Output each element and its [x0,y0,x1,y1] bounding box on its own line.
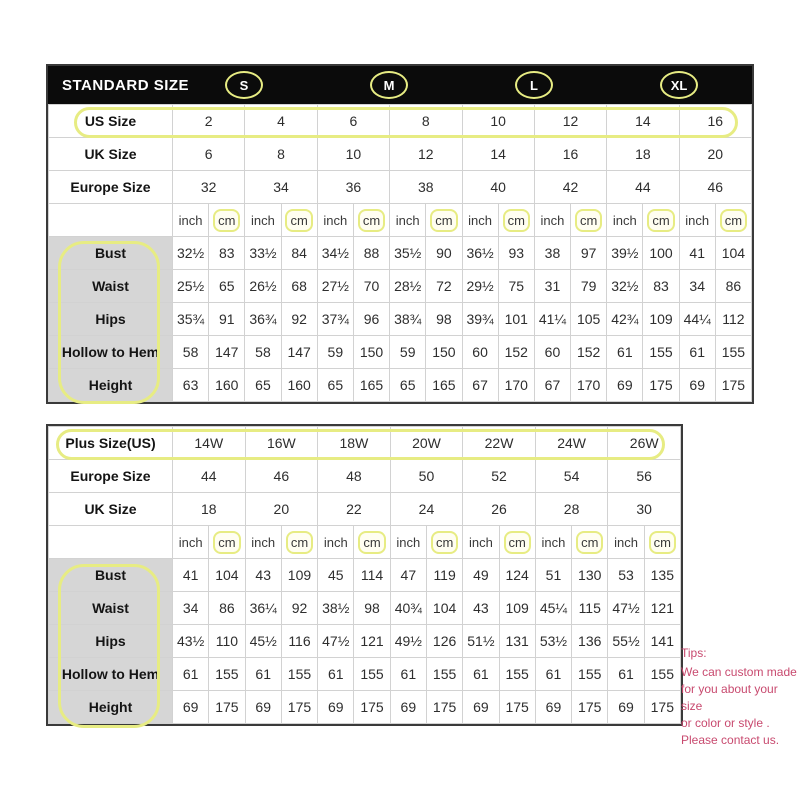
size-value-cell: 16W [245,427,318,460]
measure-value-cell: 75 [498,270,534,303]
size-value-cell: 6 [317,105,389,138]
measure-value-cell: 104 [715,237,751,270]
table-row [49,493,681,526]
measure-value-cell: 67 [462,369,498,402]
measure-value-cell: 92 [281,592,317,625]
row-label: US Size [49,105,173,138]
measure-value-cell: 155 [572,658,608,691]
size-value-cell: 42 [534,171,606,204]
measure-row-label: Waist [49,592,173,625]
measure-value-cell: 51 [535,559,571,592]
cm-highlight-box: cm [647,209,674,232]
measure-value-cell: 53½ [535,625,571,658]
size-value-cell: 24 [390,493,463,526]
size-value-cell: 44 [607,171,679,204]
size-value-cell: 8 [390,105,462,138]
measure-value-cell: 104 [209,559,245,592]
measure-value-cell: 47½ [318,625,354,658]
measure-value-cell: 175 [499,691,535,724]
size-value-cell: 20 [679,138,751,171]
measure-value-cell: 155 [715,336,751,369]
measure-value-cell: 69 [318,691,354,724]
measure-value-cell: 27½ [317,270,353,303]
table-row [49,592,681,625]
unit-row-blank-label [49,526,173,559]
measure-value-cell: 130 [572,559,608,592]
size-value-cell: 12 [390,138,462,171]
table-row [49,658,681,691]
measure-value-cell: 98 [354,592,390,625]
measure-value-cell: 43½ [173,625,209,658]
table-row [49,237,752,270]
tips-line: Please contact us. [681,733,780,748]
unit-cm-cell [644,526,680,559]
measure-value-cell: 32½ [607,270,643,303]
unit-inch-cell: inch [245,526,281,559]
measure-value-cell: 35¾ [173,303,209,336]
size-value-cell: 20W [390,427,463,460]
unit-inch-cell: inch [535,526,571,559]
measure-value-cell: 45½ [245,625,281,658]
measure-value-cell: 44¼ [679,303,715,336]
measure-row-label: Bust [49,559,173,592]
measure-row-label: Bust [49,237,173,270]
cm-highlight-box: cm [503,209,530,232]
table-row [49,559,681,592]
standard-size-table [46,64,754,404]
size-badge-l: L [515,71,553,99]
measure-value-cell: 83 [643,270,679,303]
measure-value-cell: 155 [643,336,679,369]
size-value-cell: 12 [534,105,606,138]
measure-value-cell: 69 [608,691,644,724]
row-label: UK Size [49,138,173,171]
measure-value-cell: 109 [281,559,317,592]
measure-value-cell: 55½ [608,625,644,658]
table-row [49,625,681,658]
measure-value-cell: 38 [534,237,570,270]
measure-value-cell: 67 [534,369,570,402]
table-row [49,171,752,204]
measure-value-cell: 86 [209,592,245,625]
measure-value-cell: 100 [643,237,679,270]
unit-header-row [49,526,681,559]
measure-value-cell: 61 [679,336,715,369]
table-row [49,336,752,369]
measure-value-cell: 69 [463,691,499,724]
measure-value-cell: 38¾ [390,303,426,336]
measure-value-cell: 175 [209,691,245,724]
cm-highlight-box: cm [213,209,240,232]
measure-value-cell: 38½ [318,592,354,625]
measure-value-cell: 69 [679,369,715,402]
standard-size-grid [48,104,752,402]
size-value-cell: 10 [462,105,534,138]
measure-value-cell: 136 [572,625,608,658]
measure-value-cell: 61 [245,658,281,691]
unit-inch-cell: inch [318,526,354,559]
measure-value-cell: 93 [498,237,534,270]
measure-value-cell: 121 [354,625,390,658]
measure-value-cell: 39¾ [462,303,498,336]
size-value-cell: 14W [173,427,246,460]
unit-cm-cell [353,204,389,237]
measure-value-cell: 45 [318,559,354,592]
measure-row-label: Hollow to Hem [49,336,173,369]
measure-value-cell: 70 [353,270,389,303]
size-value-cell: 20 [245,493,318,526]
measure-value-cell: 155 [644,658,680,691]
measure-value-cell: 109 [643,303,679,336]
measure-value-cell: 150 [426,336,462,369]
measure-value-cell: 147 [209,336,245,369]
cm-highlight-box: cm [358,531,385,554]
size-value-cell: 38 [390,171,462,204]
size-value-cell: 40 [462,171,534,204]
plus-size-table [46,424,683,726]
measure-value-cell: 165 [426,369,462,402]
unit-row-blank-label [49,204,173,237]
unit-cm-cell [281,204,317,237]
measure-row-label: Height [49,691,173,724]
measure-value-cell: 35½ [390,237,426,270]
measure-value-cell: 105 [571,303,607,336]
measure-value-cell: 155 [354,658,390,691]
cm-highlight-box: cm [285,209,312,232]
cm-highlight-box: cm [358,209,385,232]
size-value-cell: 44 [173,460,246,493]
measure-value-cell: 155 [426,658,462,691]
size-value-cell: 18 [173,493,246,526]
measure-value-cell: 61 [463,658,499,691]
size-value-cell: 14 [607,105,679,138]
measure-value-cell: 37¾ [317,303,353,336]
cm-highlight-box: cm [286,531,313,554]
measure-value-cell: 124 [499,559,535,592]
measure-value-cell: 141 [644,625,680,658]
measure-value-cell: 61 [607,336,643,369]
tips-title: Tips: [681,646,707,660]
measure-value-cell: 175 [715,369,751,402]
unit-cm-cell [209,526,245,559]
size-value-cell: 18W [318,427,391,460]
table-row [49,427,681,460]
row-label: Plus Size(US) [49,427,173,460]
unit-inch-cell: inch [173,526,209,559]
table-row [49,138,752,171]
unit-inch-cell: inch [463,526,499,559]
measure-value-cell: 150 [353,336,389,369]
tips-line: or color or style . [681,716,770,731]
measure-value-cell: 116 [281,625,317,658]
measure-value-cell: 175 [354,691,390,724]
measure-value-cell: 25½ [173,270,209,303]
measure-value-cell: 59 [390,336,426,369]
unit-inch-cell: inch [607,204,643,237]
measure-value-cell: 34 [679,270,715,303]
measure-value-cell: 170 [571,369,607,402]
measure-value-cell: 65 [390,369,426,402]
size-value-cell: 26W [608,427,681,460]
measure-value-cell: 69 [535,691,571,724]
plus-size-grid [48,426,681,724]
measure-value-cell: 104 [426,592,462,625]
unit-inch-cell: inch [608,526,644,559]
measure-row-label: Hips [49,303,173,336]
standard-size-title: STANDARD SIZE [62,76,190,94]
measure-value-cell: 119 [426,559,462,592]
measure-value-cell: 58 [245,336,281,369]
measure-value-cell: 31 [534,270,570,303]
size-value-cell: 54 [535,460,608,493]
measure-value-cell: 51½ [463,625,499,658]
size-value-cell: 52 [463,460,536,493]
measure-value-cell: 61 [318,658,354,691]
unit-cm-cell [426,204,462,237]
cm-highlight-box: cm [649,531,676,554]
measure-value-cell: 49 [463,559,499,592]
measure-value-cell: 152 [571,336,607,369]
measure-value-cell: 34 [173,592,209,625]
measure-value-cell: 61 [608,658,644,691]
measure-value-cell: 109 [499,592,535,625]
cm-highlight-box: cm [575,209,602,232]
size-value-cell: 34 [245,171,317,204]
size-value-cell: 46 [679,171,751,204]
unit-cm-cell [354,526,390,559]
measure-value-cell: 29½ [462,270,498,303]
measure-value-cell: 36¼ [245,592,281,625]
measure-value-cell: 59 [317,336,353,369]
measure-value-cell: 175 [572,691,608,724]
measure-value-cell: 68 [281,270,317,303]
table-row [49,460,681,493]
cm-highlight-box: cm [576,531,603,554]
unit-inch-cell: inch [317,204,353,237]
measure-value-cell: 43 [463,592,499,625]
measure-value-cell: 49½ [390,625,426,658]
unit-cm-cell [426,526,462,559]
table-row [49,270,752,303]
measure-value-cell: 175 [644,691,680,724]
measure-value-cell: 147 [281,336,317,369]
measure-row-label: Hollow to Hem [49,658,173,691]
measure-value-cell: 39½ [607,237,643,270]
cm-highlight-box: cm [720,209,747,232]
measure-value-cell: 47 [390,559,426,592]
size-value-cell: 14 [462,138,534,171]
size-value-cell: 56 [608,460,681,493]
table-row [49,303,752,336]
size-value-cell: 50 [390,460,463,493]
row-label: Europe Size [49,460,173,493]
unit-cm-cell [715,204,751,237]
unit-cm-cell [572,526,608,559]
size-value-cell: 32 [173,171,245,204]
size-value-cell: 8 [245,138,317,171]
measure-value-cell: 42¾ [607,303,643,336]
measure-row-label: Waist [49,270,173,303]
measure-value-cell: 110 [209,625,245,658]
measure-value-cell: 65 [209,270,245,303]
measure-value-cell: 69 [390,691,426,724]
measure-value-cell: 72 [426,270,462,303]
unit-cm-cell [499,526,535,559]
measure-value-cell: 90 [426,237,462,270]
tips-note [681,645,799,749]
measure-value-cell: 65 [245,369,281,402]
tips-line: for you about your size [681,682,778,714]
measure-value-cell: 92 [281,303,317,336]
measure-value-cell: 155 [209,658,245,691]
size-value-cell: 16 [534,138,606,171]
unit-inch-cell: inch [462,204,498,237]
measure-value-cell: 60 [534,336,570,369]
size-badge-xl: XL [660,71,698,99]
measure-value-cell: 152 [498,336,534,369]
unit-cm-cell [643,204,679,237]
cm-highlight-box: cm [504,531,531,554]
measure-value-cell: 170 [498,369,534,402]
measure-value-cell: 65 [317,369,353,402]
measure-value-cell: 175 [426,691,462,724]
measure-value-cell: 34½ [317,237,353,270]
measure-value-cell: 60 [462,336,498,369]
table-row [49,105,752,138]
cm-highlight-box: cm [431,531,458,554]
measure-value-cell: 69 [607,369,643,402]
measure-value-cell: 155 [281,658,317,691]
measure-value-cell: 83 [209,237,245,270]
measure-value-cell: 160 [209,369,245,402]
measure-value-cell: 41 [173,559,209,592]
measure-value-cell: 69 [245,691,281,724]
size-value-cell: 6 [173,138,245,171]
unit-cm-cell [498,204,534,237]
unit-inch-cell: inch [173,204,209,237]
measure-value-cell: 41 [679,237,715,270]
measure-value-cell: 69 [173,691,209,724]
measure-value-cell: 86 [715,270,751,303]
measure-value-cell: 115 [572,592,608,625]
size-value-cell: 24W [535,427,608,460]
unit-inch-cell: inch [534,204,570,237]
row-label: Europe Size [49,171,173,204]
measure-value-cell: 43 [245,559,281,592]
size-value-cell: 46 [245,460,318,493]
measure-value-cell: 88 [353,237,389,270]
size-value-cell: 36 [317,171,389,204]
measure-value-cell: 45¼ [535,592,571,625]
unit-cm-cell [571,204,607,237]
size-badge-s: S [225,71,263,99]
unit-cm-cell [281,526,317,559]
measure-value-cell: 58 [173,336,209,369]
measure-value-cell: 165 [353,369,389,402]
measure-value-cell: 32½ [173,237,209,270]
measure-value-cell: 61 [173,658,209,691]
size-value-cell: 22 [318,493,391,526]
measure-value-cell: 112 [715,303,751,336]
unit-header-row [49,204,752,237]
standard-size-header [48,66,752,104]
measure-value-cell: 101 [498,303,534,336]
measure-value-cell: 126 [426,625,462,658]
measure-value-cell: 160 [281,369,317,402]
size-value-cell: 48 [318,460,391,493]
unit-inch-cell: inch [679,204,715,237]
measure-row-label: Height [49,369,173,402]
cm-highlight-box: cm [213,531,240,554]
measure-value-cell: 28½ [390,270,426,303]
measure-row-label: Hips [49,625,173,658]
measure-value-cell: 175 [281,691,317,724]
table-row [49,369,752,402]
size-value-cell: 28 [535,493,608,526]
measure-value-cell: 135 [644,559,680,592]
measure-value-cell: 36½ [462,237,498,270]
measure-value-cell: 36¾ [245,303,281,336]
size-value-cell: 26 [463,493,536,526]
size-value-cell: 16 [679,105,751,138]
row-label: UK Size [49,493,173,526]
unit-inch-cell: inch [390,204,426,237]
measure-value-cell: 131 [499,625,535,658]
measure-value-cell: 61 [390,658,426,691]
size-value-cell: 30 [608,493,681,526]
measure-value-cell: 79 [571,270,607,303]
measure-value-cell: 26½ [245,270,281,303]
measure-value-cell: 47½ [608,592,644,625]
measure-value-cell: 91 [209,303,245,336]
measure-value-cell: 96 [353,303,389,336]
measure-value-cell: 175 [643,369,679,402]
size-value-cell: 4 [245,105,317,138]
size-value-cell: 10 [317,138,389,171]
measure-value-cell: 84 [281,237,317,270]
size-value-cell: 18 [607,138,679,171]
table-row [49,691,681,724]
unit-inch-cell: inch [390,526,426,559]
tips-line: We can custom made [681,665,797,680]
measure-value-cell: 98 [426,303,462,336]
measure-value-cell: 114 [354,559,390,592]
measure-value-cell: 97 [571,237,607,270]
unit-cm-cell [209,204,245,237]
measure-value-cell: 121 [644,592,680,625]
measure-value-cell: 61 [535,658,571,691]
unit-inch-cell: inch [245,204,281,237]
measure-value-cell: 53 [608,559,644,592]
size-badge-m: M [370,71,408,99]
size-value-cell: 2 [173,105,245,138]
measure-value-cell: 33½ [245,237,281,270]
measure-value-cell: 41¼ [534,303,570,336]
measure-value-cell: 63 [173,369,209,402]
cm-highlight-box: cm [430,209,457,232]
measure-value-cell: 40¾ [390,592,426,625]
size-value-cell: 22W [463,427,536,460]
measure-value-cell: 155 [499,658,535,691]
